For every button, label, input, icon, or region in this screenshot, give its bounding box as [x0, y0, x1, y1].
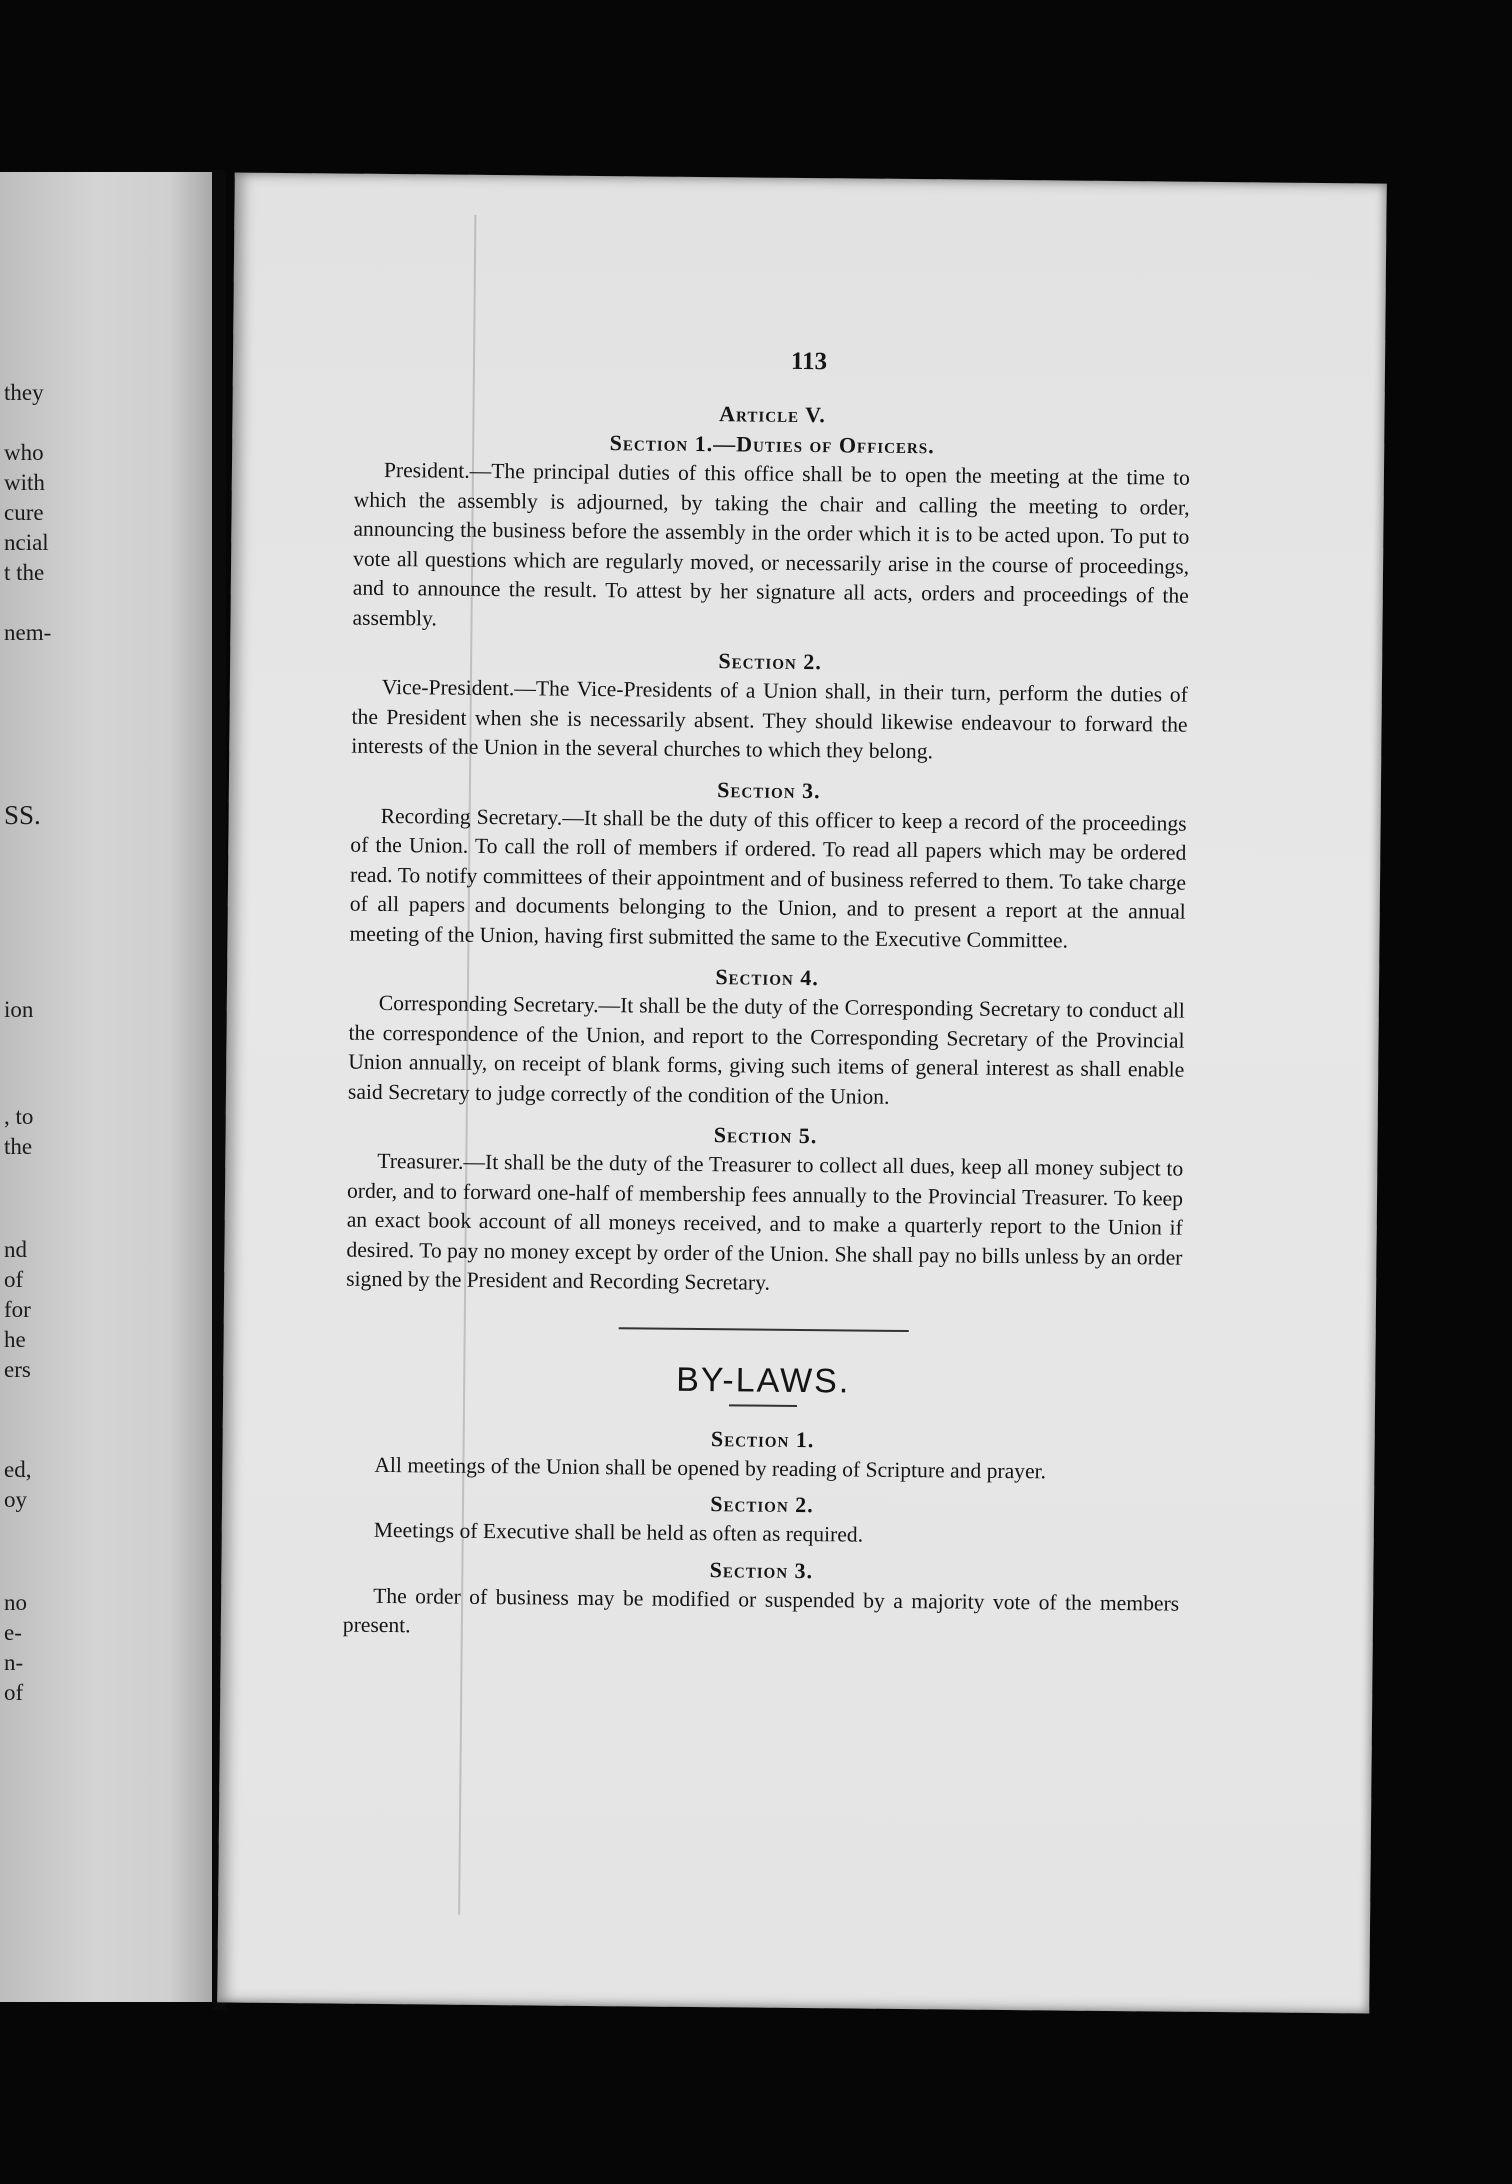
left-facing-page	[0, 172, 212, 2002]
bylaws-title: BY-LAWS.	[676, 1360, 851, 1400]
left-page-fragment: he	[4, 1327, 26, 1352]
section-heading: Section 2.	[718, 648, 822, 675]
left-page-fragment: of	[4, 1267, 24, 1292]
bylaw-body: Meetings of Executive shall be held as often as required.	[373, 1517, 864, 1547]
left-page-fragment: no	[4, 1590, 27, 1615]
left-page-fragment: SS.	[4, 800, 41, 830]
left-page-fragment: with	[4, 470, 45, 495]
left-page-fragment: t the	[4, 560, 45, 585]
left-page-fragment: ion	[4, 997, 34, 1022]
left-page-fragment: who	[4, 440, 44, 465]
section-heading: Section 5.	[713, 1122, 818, 1149]
section-heading: Section 3.	[717, 776, 821, 803]
bylaw-body: The order of business may be modified or suspended by a majority vote of the members present.	[342, 1583, 1180, 1638]
bylaw-body: All meetings of the Union shall be opened by reading of Scripture and prayer.	[374, 1452, 1047, 1483]
left-page-fragment: the	[4, 1134, 33, 1159]
section-body: Corresponding Secretary.—It shall be the duty of the Corresponding Secretary to conduct all the correspondence of the Union, and report to the Corresponding Secretary of the Provincial Union annually, on receipt of blank forms, giving such items of general interest as shall enable said Secretary to judge correctly of the condition of the Union.	[347, 990, 1185, 1109]
title-underline	[729, 1404, 797, 1407]
page-content	[343, 396, 1191, 1654]
left-page-fragment: ers	[4, 1357, 31, 1382]
left-page-fragment: nem-	[4, 620, 52, 645]
section-body: Recording Secretary.—It shall be the duty of this officer to keep a record of the proceedings of the Union. To call the roll of members if ordered. To read all papers which may be ordered read. To notify committees of their appointment and of business referred to them. To take charge of all papers and documents belonging to the Union, and to present a report at the annual meeting of the Union, having first submitted the same to the Executive Committee.	[349, 803, 1187, 953]
left-page-fragment: they	[4, 380, 44, 405]
left-page-fragment: of	[4, 1680, 24, 1705]
left-page-fragment: , to	[4, 1104, 34, 1129]
section-body: President.—The principal duties of this office shall be to open the meeting at the time to which the assembly is adjourned, by taking the chair and calling the meeting to order, announcing the business before the assembly in the order which it is to be acted upon. To put to vote all questions which are regularly moved, or necessarily arise in the course of proceedings, and to announce the result. To attest by her signature all acts, orders and proceedings of the assembly.	[352, 457, 1191, 630]
left-page-fragment: ncial	[4, 530, 49, 555]
left-page-fragment: e-	[4, 1620, 22, 1645]
left-page-fragment: ed,	[4, 1457, 32, 1482]
document-page	[217, 173, 1387, 2014]
left-page-fragment: n-	[4, 1650, 24, 1675]
section-body: Treasurer.—It shall be the duty of the Treasurer to collect all dues, keep all money subject to order, and to forward one-half of membership fees annually to the Provincial Treasurer. To keep an exact book account of all moneys received, and to make a quarterly report to the Union if desired. To pay no money except by order of the Union. She shall pay no bills unless by an order signed by the President and Recording Secretary.	[346, 1148, 1184, 1295]
left-page-fragment: for	[4, 1297, 31, 1322]
section-heading: Section 1.—Duties of Officers.	[609, 430, 935, 459]
article-title: Article V.	[719, 401, 826, 428]
bylaw-heading: Section 3.	[709, 1556, 814, 1583]
left-page-fragment: oy	[4, 1487, 27, 1512]
section-heading: Section 4.	[715, 964, 819, 991]
page-number: 113	[790, 347, 828, 376]
left-page-fragment: cure	[4, 500, 44, 525]
left-page-fragment: nd	[4, 1237, 27, 1262]
section-body: Vice-President.—The Vice-Presidents of a Union shall, in their turn, perform the duties of the President when she is necessarily absent. They should likewise endeavour to forward the interests of the Union in the several churches to which they belong.	[351, 674, 1188, 764]
bylaw-heading: Section 2.	[710, 1491, 814, 1518]
divider-rule	[619, 1327, 909, 1332]
bylaw-heading: Section 1.	[710, 1425, 815, 1452]
